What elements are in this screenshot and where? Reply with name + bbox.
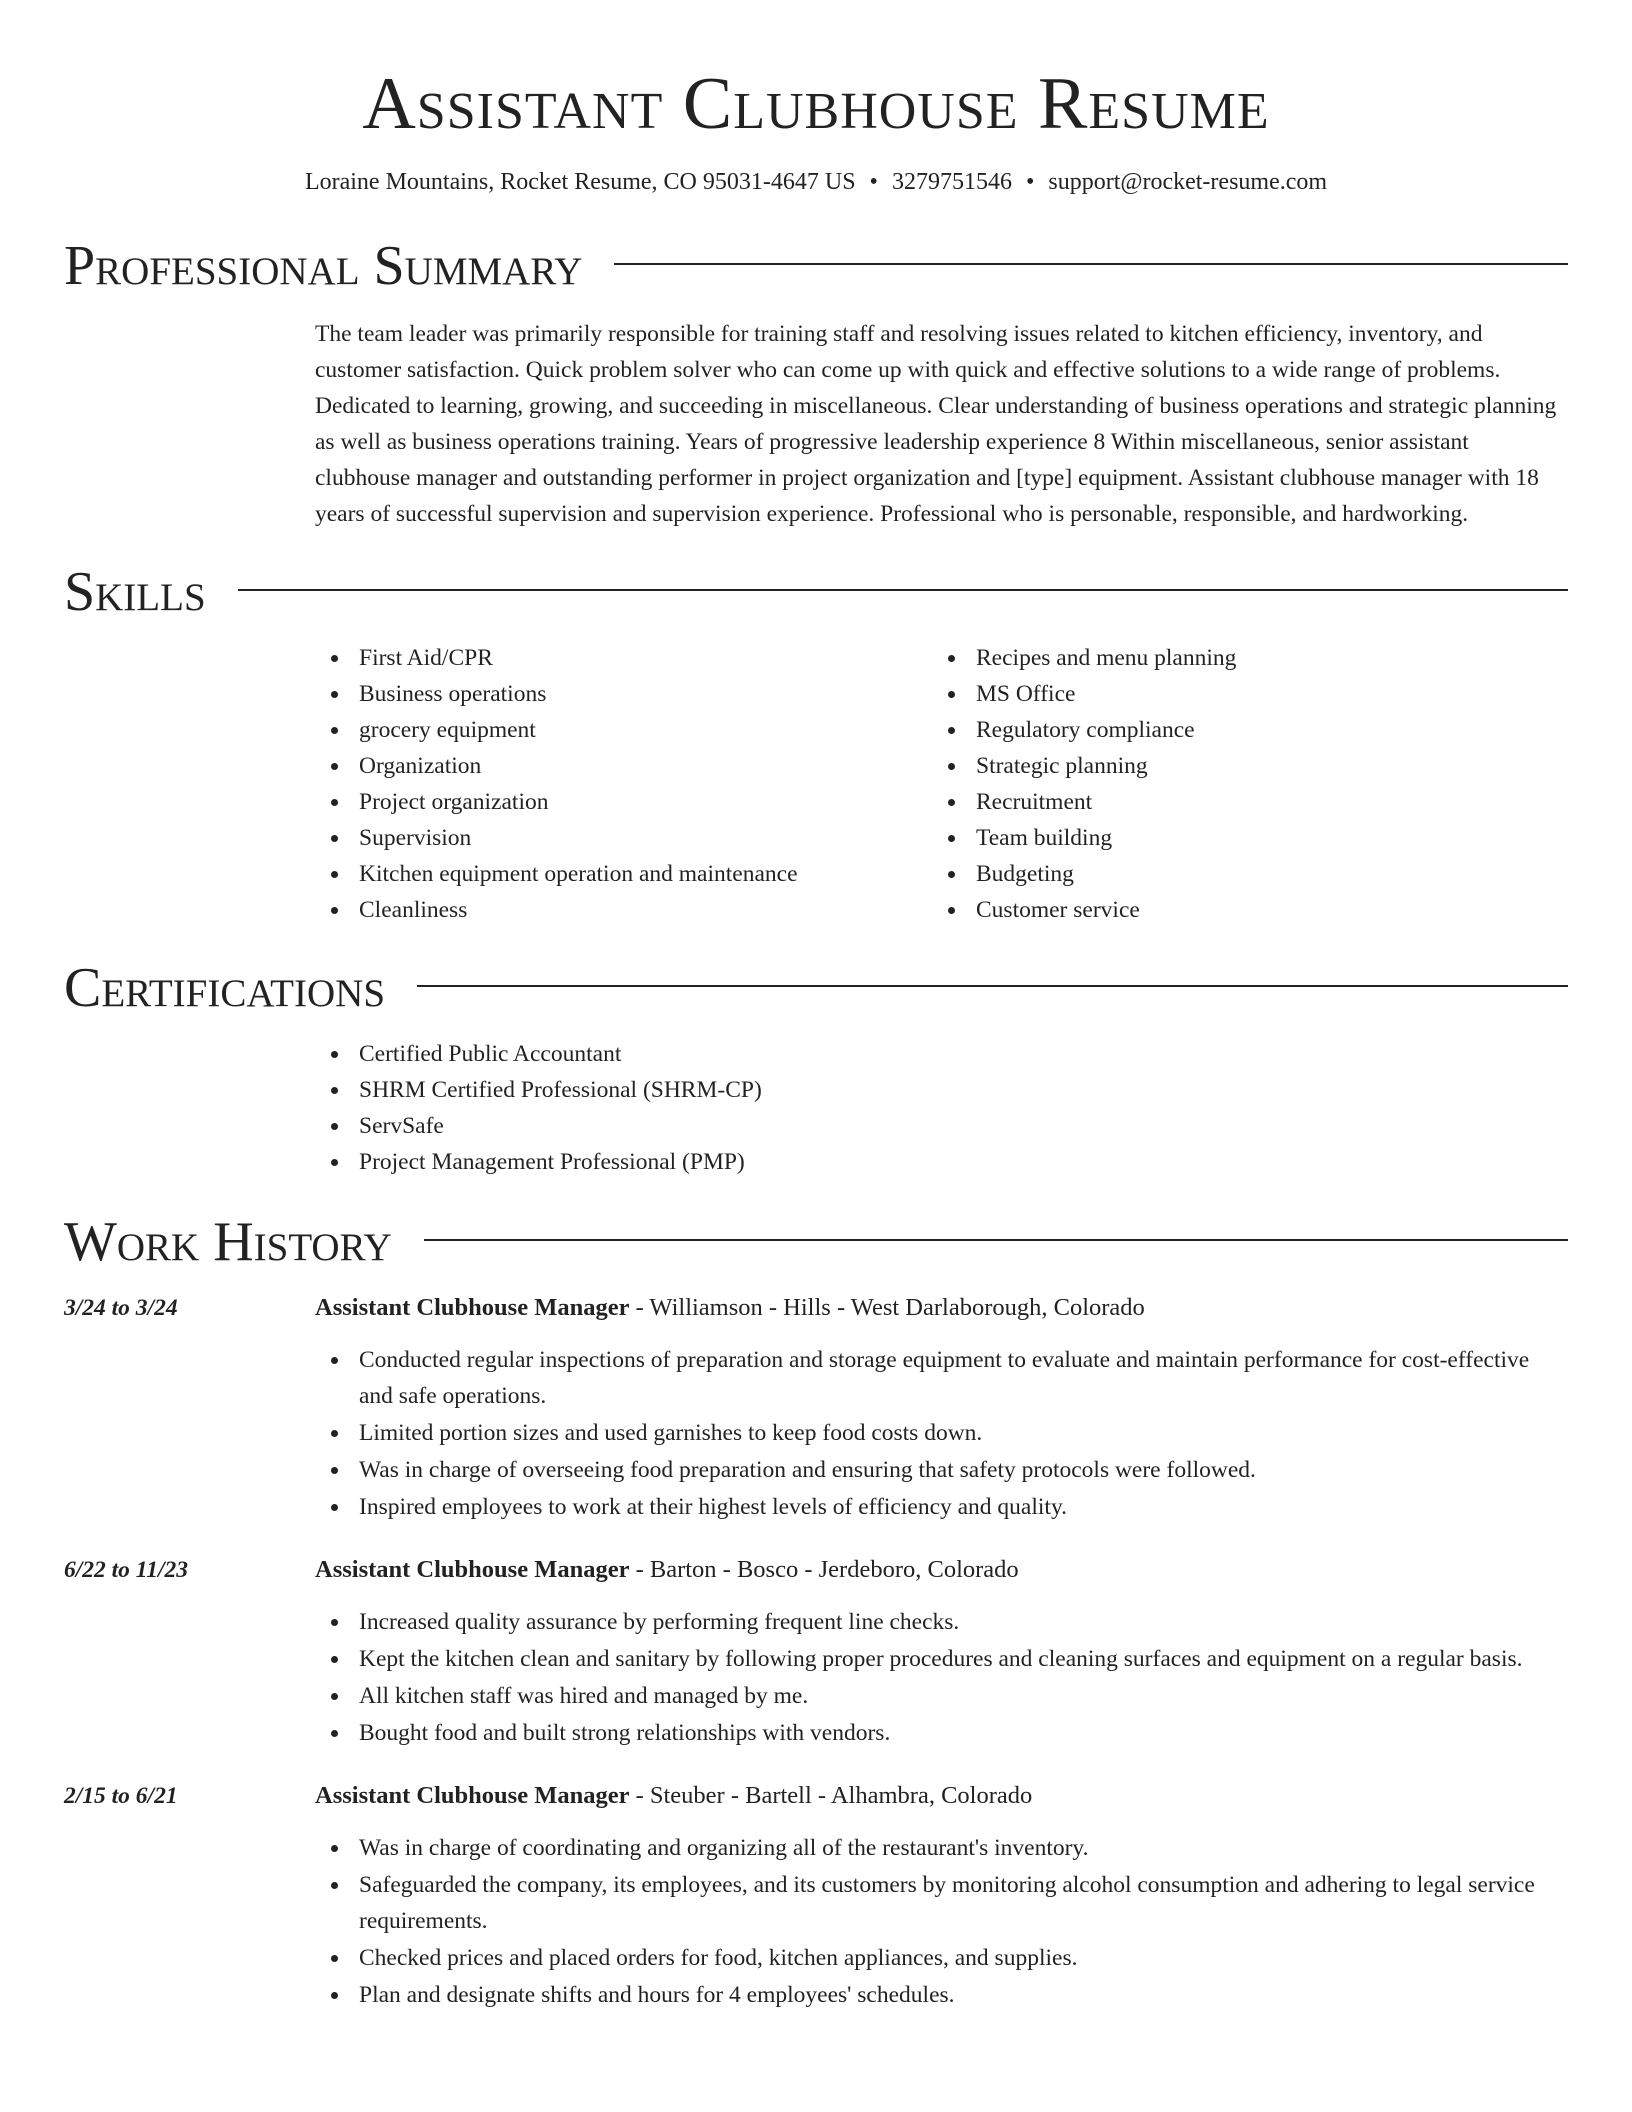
job-title-line xyxy=(315,1552,1568,1588)
summary-text: The team leader was primarily responsible for training staff and resolving issues related to kitchen efficiency, inventory, and customer satisfaction. Quick problem solver who can come up with quick and effective solutions to a wide range of problems. Dedicated to learning, growing, and succeeding in miscellaneous. Clear understanding of business operations and strategic planning as well as business operations training. Years of progressive leadership experience 8 Within miscellaneous, senior assistant clubhouse manager and outstanding performer in project organization and [type] equipment. Assistant clubhouse manager with 18 years of successful supervision and supervision experience. Professional who is personable, responsible, and hardworking. xyxy=(315,321,1557,527)
summary-section xyxy=(315,316,1568,532)
certifications-section xyxy=(315,1036,1568,1180)
job-bullet-item: Safeguarded the company, its employees, and its customers by monitoring alcohol consumption and adhering to legal service requirements. xyxy=(315,1867,1568,1939)
job-bullet-item: Plan and designate shifts and hours for 4 employees' schedules. xyxy=(315,1977,1568,2013)
job-bullet-item: Was in charge of overseeing food preparation and ensuring that safety protocols were followed. xyxy=(315,1452,1568,1488)
job-title-line xyxy=(315,1290,1568,1326)
skill-item: Budgeting xyxy=(932,856,1549,892)
skill-item: Recipes and menu planning xyxy=(932,640,1549,676)
summary-section-header xyxy=(64,236,1568,296)
skill-item: Project organization xyxy=(315,784,932,820)
job-details xyxy=(315,1778,1568,2014)
job-employer: - Barton - Bosco - Jerdeboro, Colorado xyxy=(629,1556,1019,1583)
job-bullets xyxy=(315,1342,1568,1525)
skills-left-column xyxy=(315,640,932,928)
certification-item: SHRM Certified Professional (SHRM-CP) xyxy=(315,1072,1568,1108)
certifications-section-header xyxy=(64,958,1568,1018)
skill-item: Strategic planning xyxy=(932,748,1549,784)
job-bullets xyxy=(315,1604,1568,1751)
skills-section xyxy=(315,640,1568,928)
skills-right-column xyxy=(932,640,1549,928)
job-entry xyxy=(64,1552,1568,1752)
job-bullet-item: Increased quality assurance by performing frequent line checks. xyxy=(315,1604,1568,1640)
contact-email: support@rocket-resume.com xyxy=(1048,169,1328,195)
contact-separator: • xyxy=(1025,169,1035,195)
skill-item: Recruitment xyxy=(932,784,1549,820)
job-bullet-item: All kitchen staff was hired and managed by me. xyxy=(315,1678,1568,1714)
contact-phone: 3279751546 xyxy=(891,169,1012,195)
section-divider xyxy=(238,589,1568,591)
job-bullet-item: Inspired employees to work at their highest levels of efficiency and quality. xyxy=(315,1489,1568,1525)
skill-item: Cleanliness xyxy=(315,892,932,928)
job-dates: 3/24 to 3/24 xyxy=(64,1295,178,1321)
skill-item: Business operations xyxy=(315,676,932,712)
work-history-section-header xyxy=(64,1212,1568,1272)
job-dates: 6/22 to 11/23 xyxy=(64,1557,189,1583)
skills-section-header xyxy=(64,562,1568,622)
skill-item: Team building xyxy=(932,820,1549,856)
job-dates: 2/15 to 6/21 xyxy=(64,1783,178,1809)
job-entry xyxy=(64,1290,1568,1526)
work-history-heading: Work History xyxy=(64,1211,392,1273)
certification-item: Project Management Professional (PMP) xyxy=(315,1144,1568,1180)
job-details xyxy=(315,1290,1568,1526)
job-role: Assistant Clubhouse Manager xyxy=(315,1782,630,1809)
summary-heading: Professional Summary xyxy=(64,235,583,297)
job-title-line xyxy=(315,1778,1568,1814)
certifications-list xyxy=(315,1036,1568,1180)
skills-heading: Skills xyxy=(64,561,206,623)
job-employer: - Williamson - Hills - West Darlaborough, Colorado xyxy=(629,1294,1145,1321)
work-history-list xyxy=(64,1290,1568,2014)
job-bullet-item: Limited portion sizes and used garnishes to keep food costs down. xyxy=(315,1415,1568,1451)
job-bullet-item: Was in charge of coordinating and organizing all of the restaurant's inventory. xyxy=(315,1830,1568,1866)
job-bullets xyxy=(315,1830,1568,2013)
job-bullet-item: Checked prices and placed orders for food, kitchen appliances, and supplies. xyxy=(315,1940,1568,1976)
job-bullet-item: Conducted regular inspections of preparation and storage equipment to evaluate and maintain performance for cost-effective and safe operations. xyxy=(315,1342,1568,1414)
job-role: Assistant Clubhouse Manager xyxy=(315,1294,630,1321)
section-divider xyxy=(614,263,1568,265)
contact-line xyxy=(64,166,1568,198)
skill-item: MS Office xyxy=(932,676,1549,712)
contact-address: Loraine Mountains, Rocket Resume, CO 95031-4647 US xyxy=(304,169,856,195)
skill-item: Regulatory compliance xyxy=(932,712,1549,748)
section-divider xyxy=(417,985,1568,987)
job-entry xyxy=(64,1778,1568,2014)
certification-item: Certified Public Accountant xyxy=(315,1036,1568,1072)
job-employer: - Steuber - Bartell - Alhambra, Colorado xyxy=(629,1782,1033,1809)
skills-grid xyxy=(315,640,1568,928)
skill-item: Kitchen equipment operation and maintenance xyxy=(315,856,932,892)
certifications-heading: Certifications xyxy=(64,957,386,1019)
skill-item: Organization xyxy=(315,748,932,784)
certification-item: ServSafe xyxy=(315,1108,1568,1144)
job-bullet-item: Kept the kitchen clean and sanitary by following proper procedures and cleaning surfaces and equipment on a regular basis. xyxy=(315,1641,1568,1677)
skill-item: First Aid/CPR xyxy=(315,640,932,676)
resume-page xyxy=(64,0,1568,2014)
skill-item: Customer service xyxy=(932,892,1549,928)
section-divider xyxy=(424,1239,1568,1241)
job-bullet-item: Bought food and built strong relationships with vendors. xyxy=(315,1715,1568,1751)
resume-title: Assistant Clubhouse Resume xyxy=(362,63,1270,145)
skill-item: Supervision xyxy=(315,820,932,856)
contact-separator: • xyxy=(869,169,878,195)
job-details xyxy=(315,1552,1568,1752)
job-role: Assistant Clubhouse Manager xyxy=(315,1556,630,1583)
skill-item: grocery equipment xyxy=(315,712,932,748)
